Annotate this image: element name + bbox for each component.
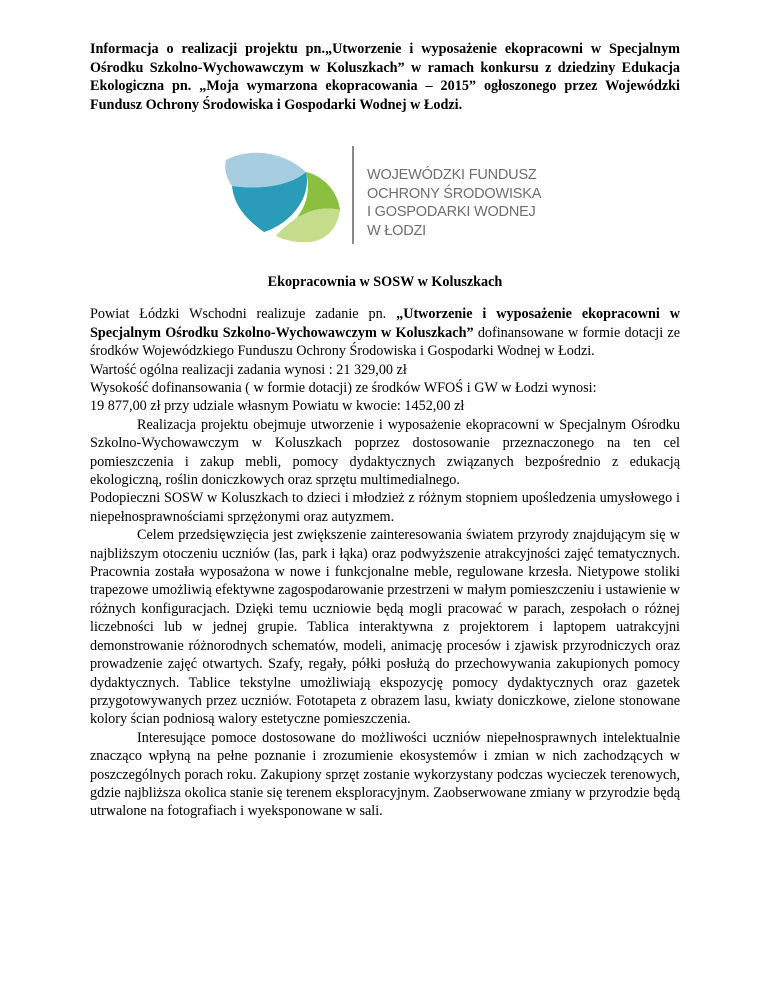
project-name: „Utworzenie i wyposażenie ekopracowni w Specjalnym Ośrodku Szkolno-Wychowawczym w Koluszkach” (90, 306, 680, 341)
section-title: Ekopracownia w SOSW w Koluszkach (267, 274, 503, 291)
logo-text-line1: WOJEWÓDZKI FUNDUSZ (367, 167, 537, 184)
paragraph-total-value: Wartość ogólna realizacji zadania wynosi : 21 329,00 zł (90, 361, 407, 378)
wfosigw-logo (90, 146, 680, 264)
document-body (90, 305, 680, 820)
document-page (90, 40, 680, 821)
logo-text-line4: W ŁODZI (367, 222, 427, 239)
logo-text-line2: OCHRONY ŚRODOWISKA (367, 185, 542, 202)
paragraph-intro-prefix: Powiat Łódzki Wschodni realizuje zadanie pn. (90, 306, 397, 323)
logo-text (367, 166, 541, 240)
paragraph-funding-a: Wysokość dofinansowania ( w formie dotacji) ze środków WFOŚ i GW w Łodzi wynosi: (90, 380, 597, 396)
logo-divider (352, 146, 354, 244)
wfosigw-emblem-icon (220, 146, 342, 244)
paragraph-students: Podopieczni SOSW w Koluszkach to dzieci i młodzież z różnym stopniem upośledzenia umysłowego i niepełnosprawnościami sprzężonymi oraz autyzmem. (90, 490, 680, 525)
paragraph-scope: Realizacja projektu obejmuje utworzenie i wyposażenie ekopracowni w Specjalnym Ośrodku Szkolno-Wychowawczym w Koluszkach poprzez dostosowanie przeznaczonego na ten cel pomieszczenia i zakup mebli, pomocy dydaktycznych związanych bezpośrednio z edukacją ekologiczną, roślin doniczkowych oraz sprzętu multimedialnego. (90, 416, 680, 489)
paragraph-aids: Interesujące pomoce dostosowane do możliwości uczniów niepełnosprawnych intelektualnie znacząco wpłyną na pełne poznanie i zrozumienie ekosystemów i zmian w nich zachodzących w poszczególnych porach roku. Zakupiony sprzęt zostanie wykorzystany podczas wycieczek terenowych, gdzie najbliższa okolica stanie się terenem eksploracyjnym. Zaobserwowane zmiany w przyrodzie będą utrwalone na fotografiach i wyeksponowane w sali. (90, 729, 680, 820)
logo-text-line3: I GOSPODARKI WODNEJ (367, 204, 536, 221)
paragraph-intro (90, 305, 680, 360)
paragraph-funding-b: 19 877,00 zł przy udziale własnym Powiatu w kwocie: 1452,00 zł (90, 398, 465, 415)
paragraph-intro-suffix: dofinansowane w formie dotacji ze środków Wojewódzkiego Funduszu Ochrony Środowiska i Gospodarki Wodnej w Łodzi. (90, 324, 680, 360)
paragraph-goal: Celem przedsięwzięcia jest zwiększenie zainteresowania światem przyrody znajdującym się w najbliższym otoczeniu uczniów (las, park i łąka) oraz podwyższenie atrakcyjności zajęć tematycznych. Pracownia została wyposażona w nowe i funkcjonalne meble, regulowane krzesła. Nietypowe stoliki trapezowe umożliwią efektywne zagospodarowanie przestrzeni w małym pomieszczeniu i ustawienie w różnych konfiguracjach. Dzięki temu uczniowie będą mogli pracować w parach, zespołach o różnej liczebności lub w jednej grupie. Tablica interaktywna z projektorem i laptopem uatrakcyjni demonstrowanie różnorodnych schematów, modeli, animację procesów i zjawisk przyrodniczych oraz prowadzenie zajęć otwartych. Szafy, regały, półki posłużą do przechowywania zakupionych pomocy dydaktycznych. Tablice tekstylne umożliwiają ekspozycję pomocy dydaktycznych oraz gazetek przygotowywanych przez uczniów. Fototapeta z obrazem lasu, kwiaty doniczkowe, zielone stonowane kolory ścian podniosą walory estetyczne pomieszczenia. (90, 527, 680, 728)
document-heading: Informacja o realizacji projektu pn.„Utworzenie i wyposażenie ekopracowni w Specjalnym Ośrodku Szkolno-Wychowawczym w Koluszkach” w ramach konkursu z dziedziny Edukacja Ekologiczna pn. „Moja wymarzona ekopracowania – 2015” ogłoszonego przez Wojewódzki Fundusz Ochrony Środowiska i Gospodarki Wodnej w Łodzi. (90, 41, 680, 113)
